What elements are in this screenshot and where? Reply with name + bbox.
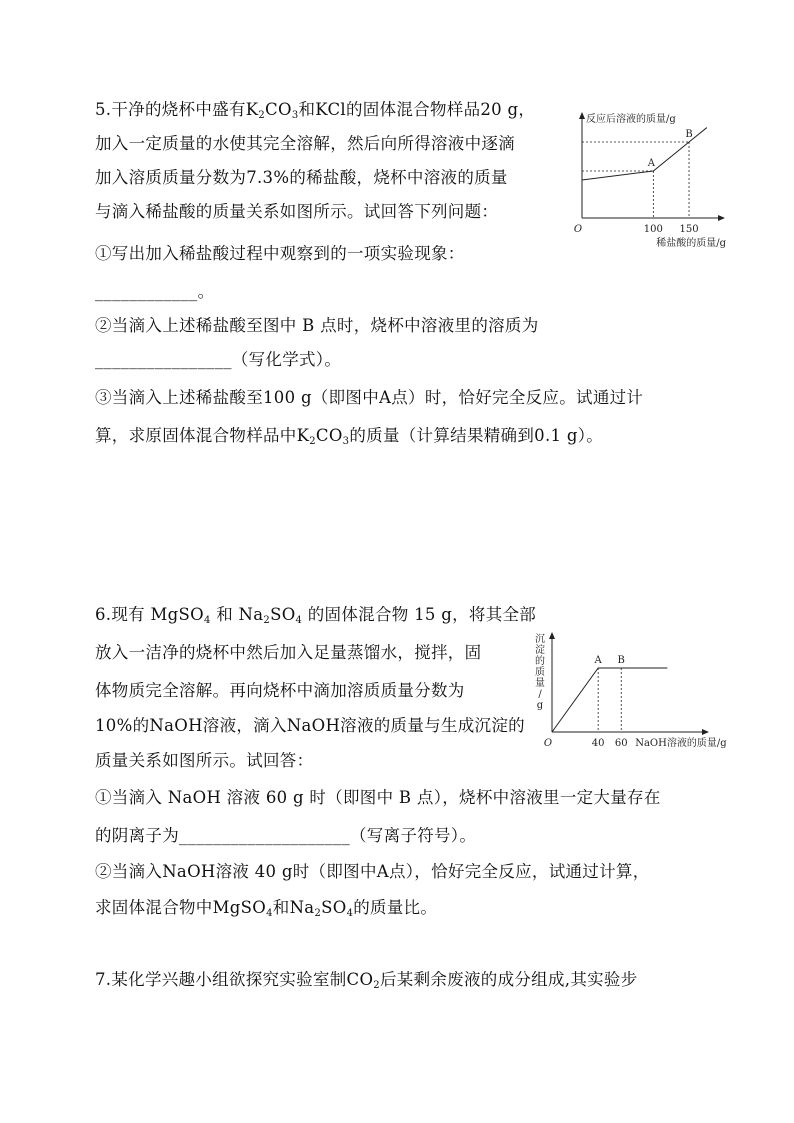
q6-line-8: ②当滴入NaOH溶液 40 g时（即图中A点），恰好完全反应，试通过计算， (95, 862, 650, 881)
y-axis-arrow (579, 112, 585, 119)
x-tick-label: 100 (643, 224, 663, 235)
y-axis-label: 反应后溶液的质量/g (586, 114, 676, 125)
origin-label: O (543, 738, 553, 749)
y-axis-label: 沉淀的质量/ g (535, 634, 545, 711)
chart-q5 (570, 108, 730, 250)
q6-line-5: 质量关系如图所示。试回答： (95, 751, 314, 770)
q6-line-2: 放入一洁净的烧杯中然后加入足量蒸馏水，搅拌，固 (95, 643, 482, 662)
q5-line-1: 5.干净的烧杯中盛有$K_2CO_3$和KCl的固体混合物样品20 g， (95, 100, 536, 121)
q6-line-6: ①当滴入 NaOH 溶液 60 g 时（即图中 B 点），烧杯中溶液里一定大量存在 (95, 788, 661, 807)
q5-line-2: 加入一定质量的水使其完全溶解，然后向所得溶液中逐滴 (95, 134, 515, 153)
chart-q6 (530, 628, 730, 750)
x-axis-arrow (718, 215, 725, 221)
y-axis-arrow (549, 632, 555, 639)
point-label-a: A (647, 157, 655, 169)
x-axis-label: NaOH溶液的质量/g (635, 738, 727, 749)
q5-line-8: ________________（写化学式）。 (95, 350, 342, 369)
series-line (552, 668, 667, 732)
q5-line-6: ____________。 (95, 282, 215, 301)
x-tick-label: 60 (614, 738, 628, 749)
point-label-a: A (594, 655, 602, 666)
q6-line-4: 10%的NaOH溶液，滴入NaOH溶液的质量与生成沉淀的 (95, 716, 525, 735)
q5-line-7: ②当滴入上述稀盐酸至图中 B 点时，烧杯中溶液里的溶质为 (95, 316, 539, 335)
point-label-b: B (617, 655, 625, 666)
x-axis-label: 稀盐酸的质量/g (656, 238, 726, 249)
x-axis-arrow (702, 729, 709, 735)
q5-line-4: 与滴入稀盐酸的质量关系如图所示。试回答下列问题： (95, 202, 499, 221)
q5-line-10: 算，求原固体混合物样品中$K_2CO_3$的质量（计算结果精确到0.1 g）。 (95, 426, 604, 447)
q5-line-9: ③当滴入上述稀盐酸至100 g（即图中A点）时，恰好完全反应。试通过计 (95, 388, 644, 407)
q5-line-3: 加入溶质质量分数为7.3%的稀盐酸，烧杯中溶液的质量 (95, 168, 508, 187)
point-label-b: B (685, 129, 693, 141)
q5-line-5: ①写出加入稀盐酸过程中观察到的一项实验现象： (95, 244, 465, 263)
q6-line-3: 体物质完全溶解。再向烧杯中滴加溶质质量分数为 (95, 681, 465, 700)
q6-line-7: 的阴离子为____________________（写离子符号）。 (95, 826, 477, 845)
q6-line-1: 6.现有 MgSO$_4$ 和 $Na_2SO_4$ 的固体混合物 15 g，将其全部 (95, 605, 537, 626)
q7-line-1: 7.某化学兴趣小组欲探究实验室制$CO_2$后某剩余废液的成分组成,其实验步 (95, 970, 638, 991)
x-tick-label: 150 (679, 224, 699, 235)
q6-line-9: 求固体混合物中MgSO$_4$和$Na_2SO_4$的质量比。 (95, 898, 438, 919)
origin-label: O (573, 224, 583, 235)
x-tick-label: 40 (591, 738, 605, 749)
